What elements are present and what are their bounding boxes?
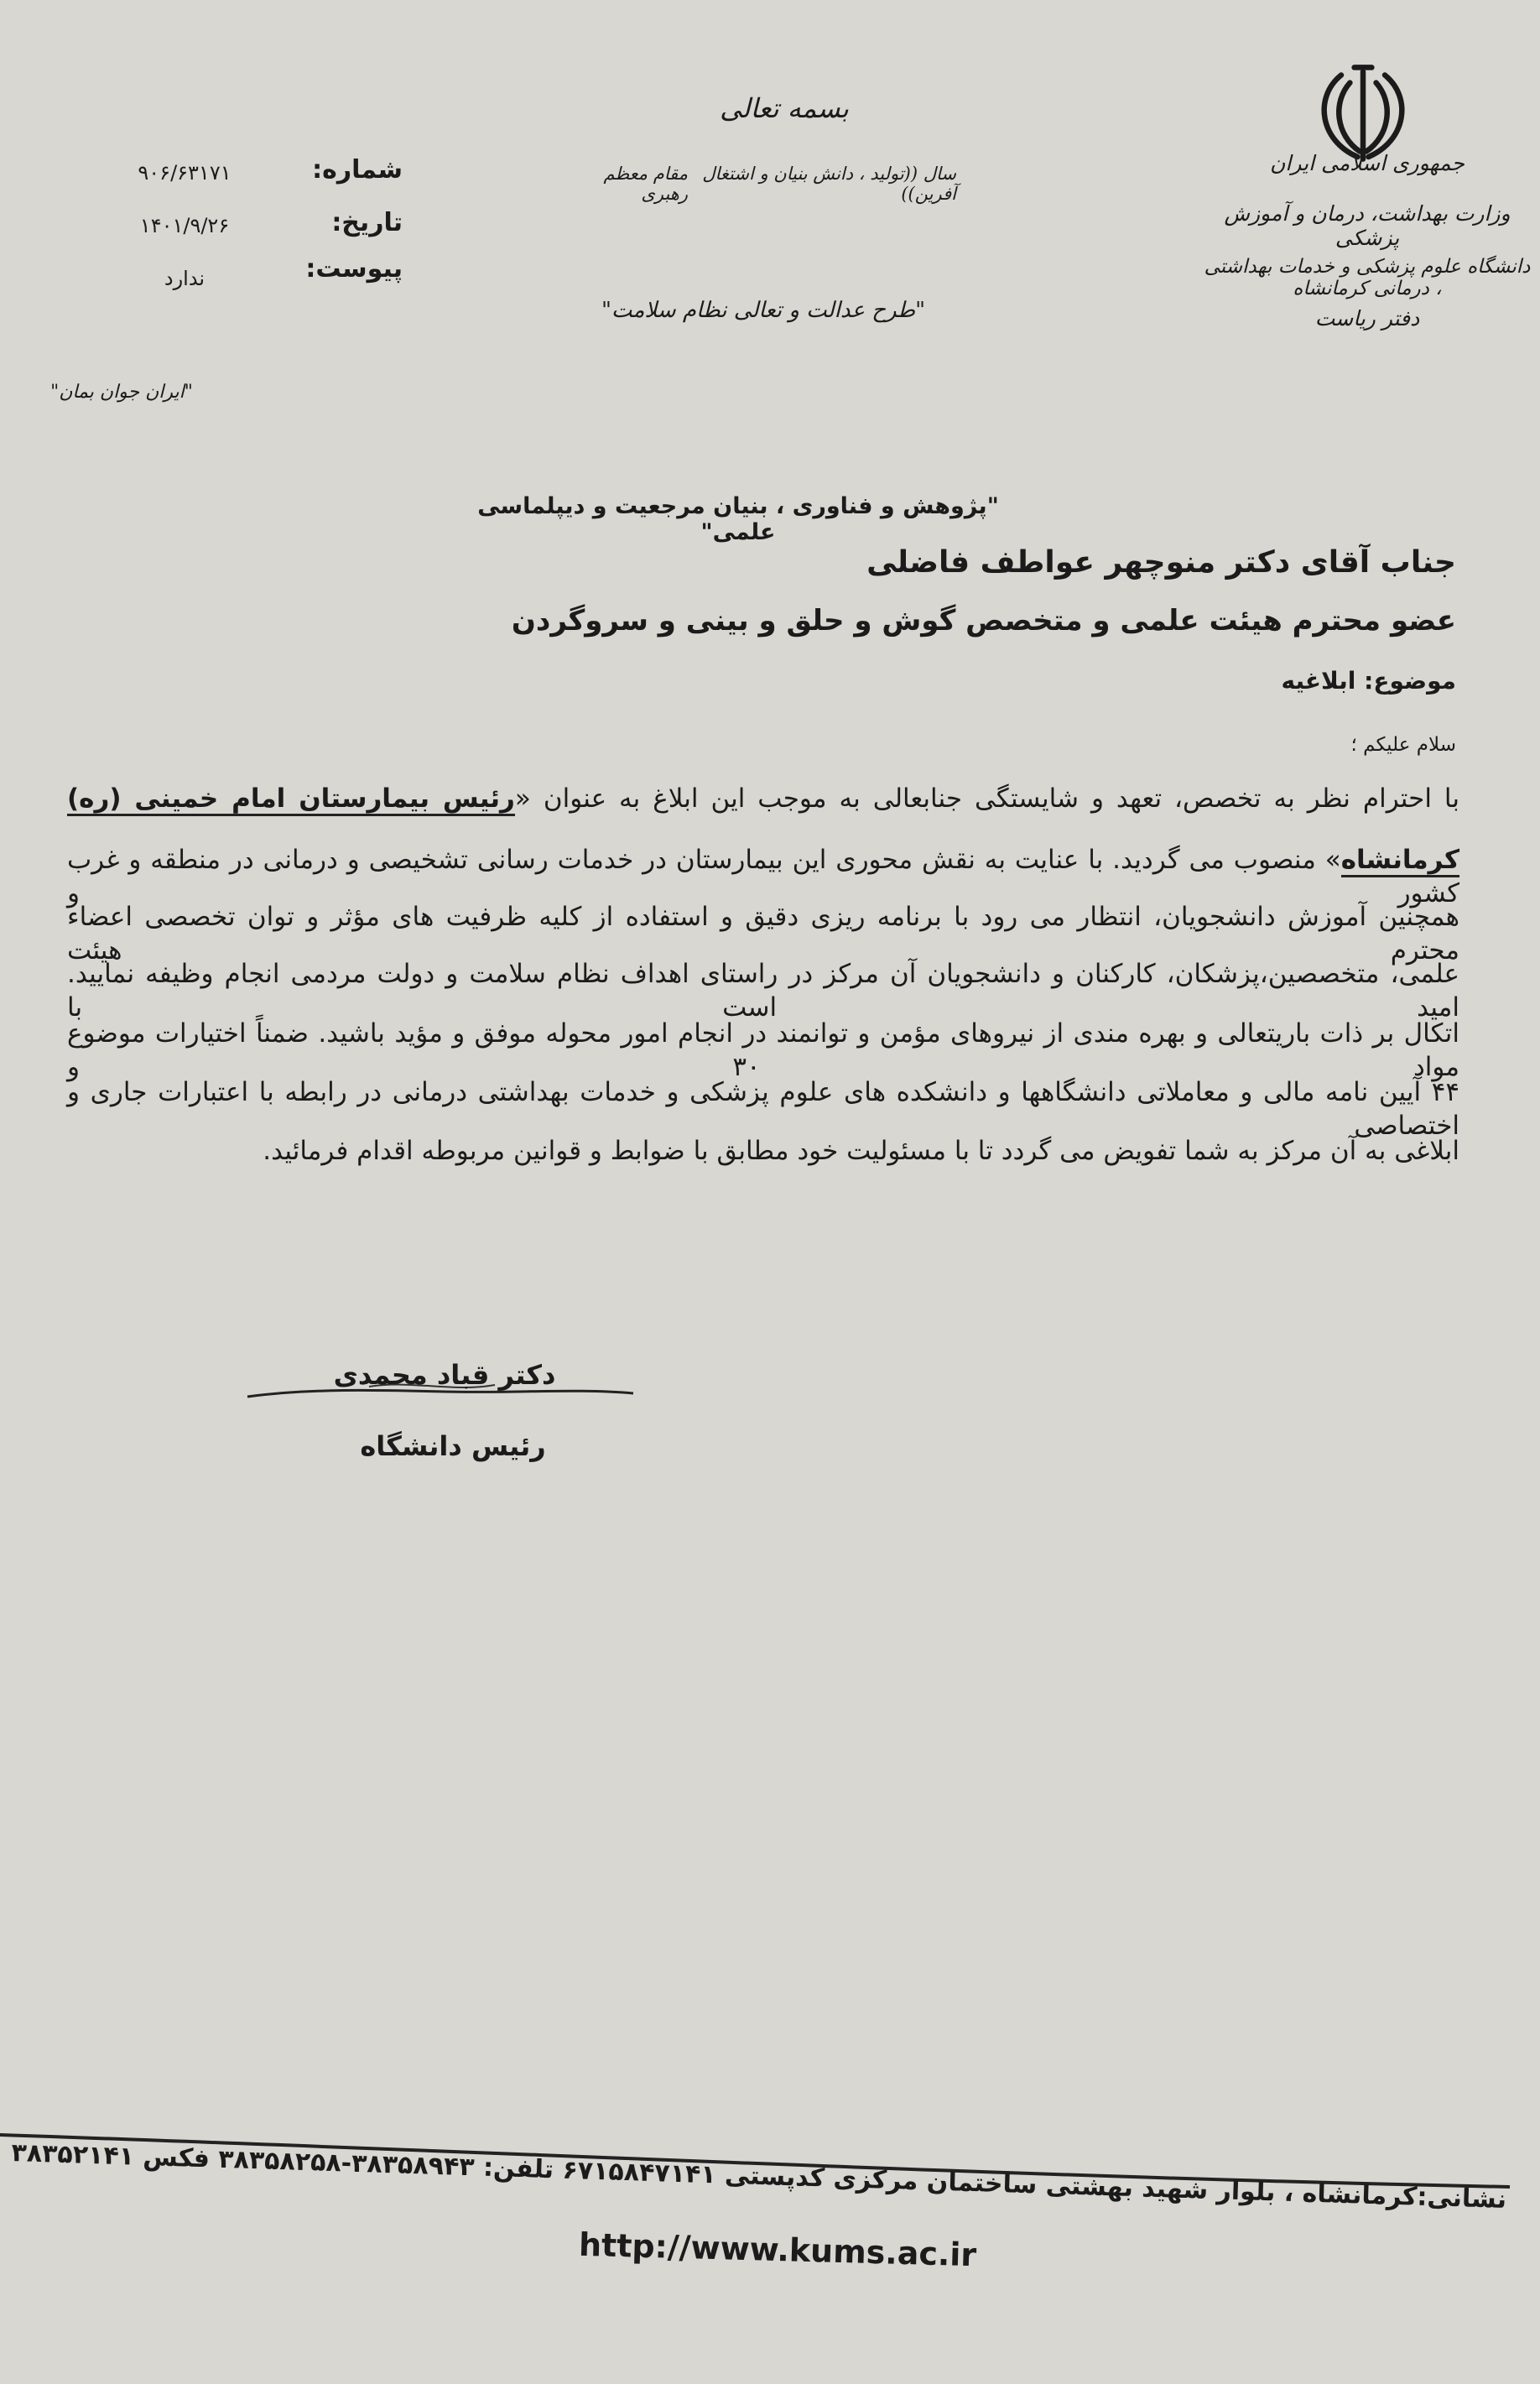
body-line-4: علمی، متخصصین،پزشکان، کارکنان و دانشجویان آن مرکز در راستای اهداف نظام سلامت و دولت مردمی انجام وظیفه نمایید. امید است با: [67, 959, 1459, 1023]
research-slogan: "پژوهش و فناوری ، بنیان مرجعیت و دیپلماسی علمی": [477, 493, 999, 545]
letterhead-country: جمهوری اسلامی ایران: [1270, 151, 1465, 175]
letterhead-university: دانشگاه علوم پزشکی و خدمات بهداشتی ، درمانی کرمانشاه: [1204, 256, 1531, 299]
invocation: بسمه تعالی: [720, 92, 849, 124]
greeting: سلام علیکم ؛: [1350, 734, 1456, 756]
signatory-name: دکتر قباد محمدی: [333, 1359, 556, 1391]
appointed-city: کرمانشاه: [1341, 845, 1459, 877]
attachment-value: ندارد: [164, 267, 206, 290]
body-text: » منصوب می گردید. با عنایت به نقش محوری این بیمارستان در خدمات رسانی تشخیصی و درمانی در منطقه و غرب کشور و: [67, 845, 1459, 908]
slogan: "ایران جوان بمان": [50, 382, 193, 403]
signatory-position: رئیس دانشگاه: [360, 1430, 546, 1462]
recipient-title: عضو محترم هیئت علمی و متخصص گوش و حلق و بینی و سروگردن: [511, 604, 1456, 638]
recipient-name: جناب آقای دکتر منوچهر عواطف فاضلی: [866, 545, 1456, 580]
body-line-3: همچنین آموزش دانشجویان، انتظار می رود با برنامه ریزی دقیق و استفاده از کلیه ظرفیت های مؤثر و توان تخصصی اعضاء محترم هیئت: [67, 902, 1459, 966]
number-label: شماره:: [312, 155, 403, 185]
number-value: ۹۰۶/۶۳۱۷۱: [138, 161, 232, 185]
subject-line: [1282, 667, 1457, 695]
body-line-1: [67, 782, 1459, 815]
subject-value: ابلاغیه: [1281, 667, 1356, 695]
appointed-position: رئیس بیمارستان امام خمینی (ره): [67, 783, 515, 816]
footer-address: نشانی:کرمانشاه ، بلوار شهید بهشتی ساختمان مرکزی کدپستی ۶۷۱۵۸۴۷۱۴۱ تلفن: ۳۸۳۵۸۹۴۳-۳۸۳۵۸۲۵۸ فکس ۳۸۳۵۲۱۴۱: [11, 2137, 1507, 2215]
date-label: تاریخ:: [331, 208, 403, 237]
letterhead-office: دفتر ریاست: [1314, 306, 1420, 331]
motto-source: مقام معظم رهبری: [603, 164, 688, 204]
body-line-7: ابلاغی به آن مرکز به شما تفویض می گردد تا با مسئولیت خود مطابق با ضوابط و قوانین مربوطه اقدام فرمائید.: [263, 1136, 1459, 1166]
date-value: ۱۴۰۱/۹/۲۶: [139, 214, 230, 237]
year-motto: سال ((تولید ، دانش بنیان و اشتغال آفرین)): [702, 164, 956, 204]
body-line-5: اتکال بر ذات باریتعالی و بهره مندی از نیروهای مؤمن و توانمند در انجام امور محوله موفق و مؤید باشید. ضمناً اختیارات موضوع مواد ۳۰ و: [67, 1018, 1459, 1082]
body-line-6: ۴۴ آیین نامه مالی و معاملاتی دانشگاهها و دانشکده های علوم پزشکی و خدمات بهداشتی درمانی در رابطه با اعتبارات جاری و اختصاصی: [67, 1077, 1459, 1141]
plan-slogan: "طرح عدالت و تعالی نظام سلامت": [601, 298, 926, 323]
subject-label: موضوع:: [1364, 667, 1456, 695]
attachment-label: پیوست:: [305, 254, 403, 284]
body-text: با احترام نظر به تخصص، تعهد و شایستگی جنابعالی به موجب این ابلاغ به عنوان «: [514, 783, 1459, 814]
letterhead-ministry: وزارت بهداشت، درمان و آموزش پزشکی: [1224, 201, 1511, 250]
footer-website[interactable]: http://www.kums.ac.ir: [578, 2225, 977, 2274]
